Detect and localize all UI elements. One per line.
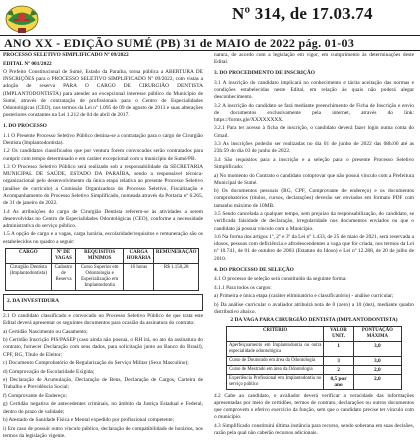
table-header-row: [6, 248, 199, 263]
section-2-para: i) Em caso de possuir outro vínculo público, declaração de compatibilidade de horários, nos termos da legislação vigente.: [3, 425, 203, 439]
section-1-para: 1.5 A opção de cargo e a vagas, carga horária, escolaridade/requisitos e remuneração são os estabelecidos no quadro a seguir:: [3, 231, 203, 245]
continued-paragraph: natura, de acordo com a legislação em vigor, em cumprimento às determinações deste Edital.: [214, 52, 414, 66]
table-cell: 3: [324, 356, 353, 365]
section-3-para: a) No momento do Contrato o candidato comprovar que não possui vínculo com a Prefeitura Municipal de Sumé.: [214, 172, 414, 186]
table-row: [6, 263, 199, 290]
section-2-para: c) Documento Comprobatório de Regularização do Serviço Militar (Sexo Masculino);: [3, 360, 189, 367]
section-2-para: 2.1 O candidato classificado e convocado no Processo Seletivo Público de que trata este Edital deverá apresentar os seguintes documentos para ocasião da assinatura do contrato:: [3, 313, 203, 327]
edition-banner: [0, 35, 420, 51]
section-2-para: b) Certidão Inscrição PIS/PASEP (caso ainda não possua, o RH irá, no ato da assinatura do contrato, fornecer Declaração com seus dados, para solicitação junto ao Banco do Brasil), CPF, RG, Título de Eleitor;: [3, 337, 203, 358]
edital-header-line: EDITAL Nº 001/2022: [3, 60, 52, 67]
section-2-para: h) Atestado de Sanidade Física e Mental expedido por profissional competente;: [3, 417, 174, 424]
municipal-crest-icon: [2, 0, 42, 34]
section-2-para: d) Comprovação de Escolaridade Exigida;: [3, 368, 95, 375]
table-cell: Curso Superior em Odontologia e Especialização em Implantodontia: [76, 263, 124, 290]
section-2-para: g) Certidão negativa de antecedentes criminais, no âmbito da Justiça Estadual e Federal, dentro do prazo de validade;: [3, 401, 203, 415]
table-header-cell: CARGA HORÁRIA: [123, 248, 153, 263]
section-1-para: 1.3 O Processo Seletivo Público será realizado sob a responsabilidade da SECRETARIA MUNICIPAL DE SAÚDE, ESTADO DA PARAÍBA, sendo a responsável técnica-organizacional pelo desenvolvimento da única etapa relativa ao presente Processo Seletivo (análise de currículo) a Comissão Organizadora do Processo Seletivo, Fiscalização e Acompanhamento do Processo Seletivo Simplificado, nomeada através da Portaria nº 6.265, de 31 de janeiro de 2022.: [3, 164, 203, 207]
process-header-line: PROCESSO SELETIVO SIMPLIFICADO Nº 09/2022: [3, 52, 129, 58]
table-header-cell: PONTUAÇÃO MÁXIMA: [353, 326, 401, 341]
section-1-title: 1. DO PROCESSO: [3, 123, 47, 130]
table-row: [227, 356, 402, 365]
table-cell: 2,0: [353, 374, 401, 389]
table-cell: 2: [324, 365, 353, 374]
table-header-cell: VALOR UNIT.: [324, 326, 353, 341]
table-cell: 3,0: [353, 341, 401, 356]
section-4-para: 4.2 Cabe ao candidato, o avaliador deverá verificar a veracidade das informações apresentadas por meio de certidões, termos de contrato, declarações ou outros documentos que comprovem o efetivo exercício da função, sem que o candidato precise ter vínculo com o município.: [214, 392, 414, 421]
section-2-para: f) Comprovante de Endereço;: [3, 392, 67, 399]
table-header-cell: CARGO: [6, 248, 52, 263]
investiture-box: [3, 294, 203, 311]
vacancy-table: [5, 248, 199, 291]
section-1-para: 1.2 Os candidatos classificados que por ventura forem convocados serão contratados para cumprir com tempo determinado e em caráter excepcional com o município de Sumé/PB.: [3, 148, 203, 162]
section-2-para: a) Certidão Nascimento ou Casamento;: [3, 328, 88, 335]
section-4-para: 4.1 O processo de seleção será constituído da seguinte forma:: [214, 276, 347, 283]
section-4-para: b) Da análise curricular o avaliador atribuirá nota de 0 (zero) a 10 (dez), mediante quadro distributivo abaixo.: [214, 301, 414, 315]
issue-number: Nº 314, de 17.03.74: [232, 4, 373, 23]
section-3-para: 3.2.1 Para ter acesso à ficha de inscrição, o candidato deverá fazer login numa conta do Gmail.: [214, 125, 414, 139]
masthead: [0, 0, 420, 40]
table-cell: 16 horas: [123, 263, 153, 290]
section-4-para: a) Primeira e única etapa (caráter eliminatório e classificatório) - análise curricular;: [214, 293, 394, 300]
section-3-para: 3.2 A inscrição do candidato se fará mediante preenchimento de Ficha de Inscrição e envio de documentos exclusivamente pela internet, através do link: https://forms.gle/XXXXXXXX.: [214, 102, 414, 123]
table-cell: Cirurgião Dentista (Implantodontista): [6, 263, 52, 290]
section-3-title: 3. DO PROCEDIMENTO DE INSCRIÇÃO: [214, 70, 315, 77]
section-2-para: e) Declaração de Acumulação, Declaração de Bens, Declaração de Cargos, Carteira de Trabalho e Previdência Social;: [3, 377, 203, 391]
section-3-para: 3.4 São requisitos para a inscrição e a seleção para o presente Processo Seletivo Simplificado:: [214, 156, 414, 171]
right-column: [214, 52, 414, 439]
table-cell: 0,5 por ano: [324, 374, 353, 389]
table-header-row: [227, 326, 402, 341]
table-cell: 3,0: [353, 356, 401, 365]
table-row: [227, 365, 402, 374]
score-table: [226, 326, 402, 390]
table-header-cell: Nº DE VAGAS: [51, 248, 76, 263]
table-cell: Curso de Mestrado em área da Odontologia: [227, 365, 324, 374]
table-row: [227, 341, 402, 356]
section-3-para: 3.3 As inscrições poderão ser realizadas no dia 01 de junho de 2022 das 08h:00 até as 23h:59 do dia 03 de junho de 2022.: [214, 141, 414, 155]
section-4-para: 4.1.1 Para todos os cargos:: [214, 284, 272, 291]
table-cell: R$ 1.150,28: [154, 263, 199, 290]
table-cell: Cadastro de Reserva: [51, 263, 76, 290]
table-cell: Aperfeiçoamento em Implantodontia ou outra especialidade odontológica: [227, 341, 324, 356]
section-3-para: b) Os documentos pessoais (RG, CPF, Comprovante de endereço) e os documentos comprobatórios (títulos, cursos, declarações) deverão ser enviados em formato PDF com tamanho máximo de 10MB.: [214, 188, 414, 209]
section-3-para: 3.1 A inscrição do candidato implicará no conhecimento e tácita aceitação das normas e condições estabelecidas neste Edital, em relação às quais não poderá alegar desconhecimento.: [214, 79, 414, 101]
section-1-para: 1.1 O Presente Processo Seletivo Público destina-se a contratação para o cargo de Cirurgião Dentista (Implantodontista).: [3, 132, 203, 146]
score-table-title: 2 DA VAGA PARA CIRURGIÃO DENTISTA (IMPLANTODONTISTA): [230, 317, 398, 324]
left-column: [3, 52, 203, 441]
section-3-para: 3.5 Sendo cancelada a qualquer tempo, sem prejuízo da responsabilização, do candidato, se verificada falsidade de declaração, irregularidade nos documentos enviados ou que o candidato já possua vínculo com o Município.: [214, 211, 414, 232]
table-header-cell: CRITÉRIO: [227, 326, 324, 341]
intro-paragraph: O Prefeito Constitucional de Sumé, Estado da Paraíba, torna pública a ABERTURA DE INSCRIÇÕES para o PROCESSO SELETIVO SIMPLIFICADO Nº 09/2022, com vistas a adoção de reserva PARA O CARGO DE CIRURGIÃO DENTISTA (IMPLANTODONTISTA) para atender ao excepcional interesse público do Município de Sumé, através de contratação de profissionais para o Centro de Especialidades Odontológicas (CEO), nos termos da Lei nº 1.095 de 09 de agosto de 2013 e suas alterações posteriores constantes na Lei 1.212 de 04 de abril de 2017.: [3, 69, 203, 119]
table-cell: 1: [324, 341, 353, 356]
section-2-title: 2. DA INVESTIDURA: [7, 297, 59, 304]
table-cell: 2,0: [353, 365, 401, 374]
section-1-para: 1.4 As atribuições do cargo de Cirurgião Dentista referem-se às atividades a serem desenvolvidas no Centro de Especialidades Odontológicas (CEO), conforme a necessidade administrativa do serviço público.: [3, 208, 203, 229]
table-cell: Experiência Profissional em Implantodontia no serviço público: [227, 374, 324, 389]
edition-banner-text: ANO XX - EDIÇÃO SUMÉ (PB) 31 de MAIO de 2022 pág. 01-03: [4, 36, 355, 50]
section-4-para: 4.3 Simplificado constituirá última instância para recurso, sendo soberana em suas decisões, razão pela qual não caberão recursos adicionais.: [214, 422, 414, 437]
table-header-cell: REMUNERAÇÃO: [154, 248, 199, 263]
section-4-title: 4. DO PROCESSO DE SELEÇÃO: [214, 266, 294, 273]
section-3-para: 3.6 Na forma dos artigos 1º, 2º e 3º da Lei nº 1.433, de 25 de maio de 2021, será reservada a idosos, pessoas com deficiência e afrodescendentes a vaga que for criada, nos termos da Lei nº 10.741, de 01 de outubro de 2003 (Estatuto do Idoso) e Lei nº 12.288, de 20 de julho de 2010.: [214, 234, 414, 262]
table-header-cell: REQUISITOS MÍNIMOS: [76, 248, 124, 263]
table-cell: Curso de Doutorado em área da Odontologia: [227, 356, 324, 365]
table-row: [227, 374, 402, 389]
